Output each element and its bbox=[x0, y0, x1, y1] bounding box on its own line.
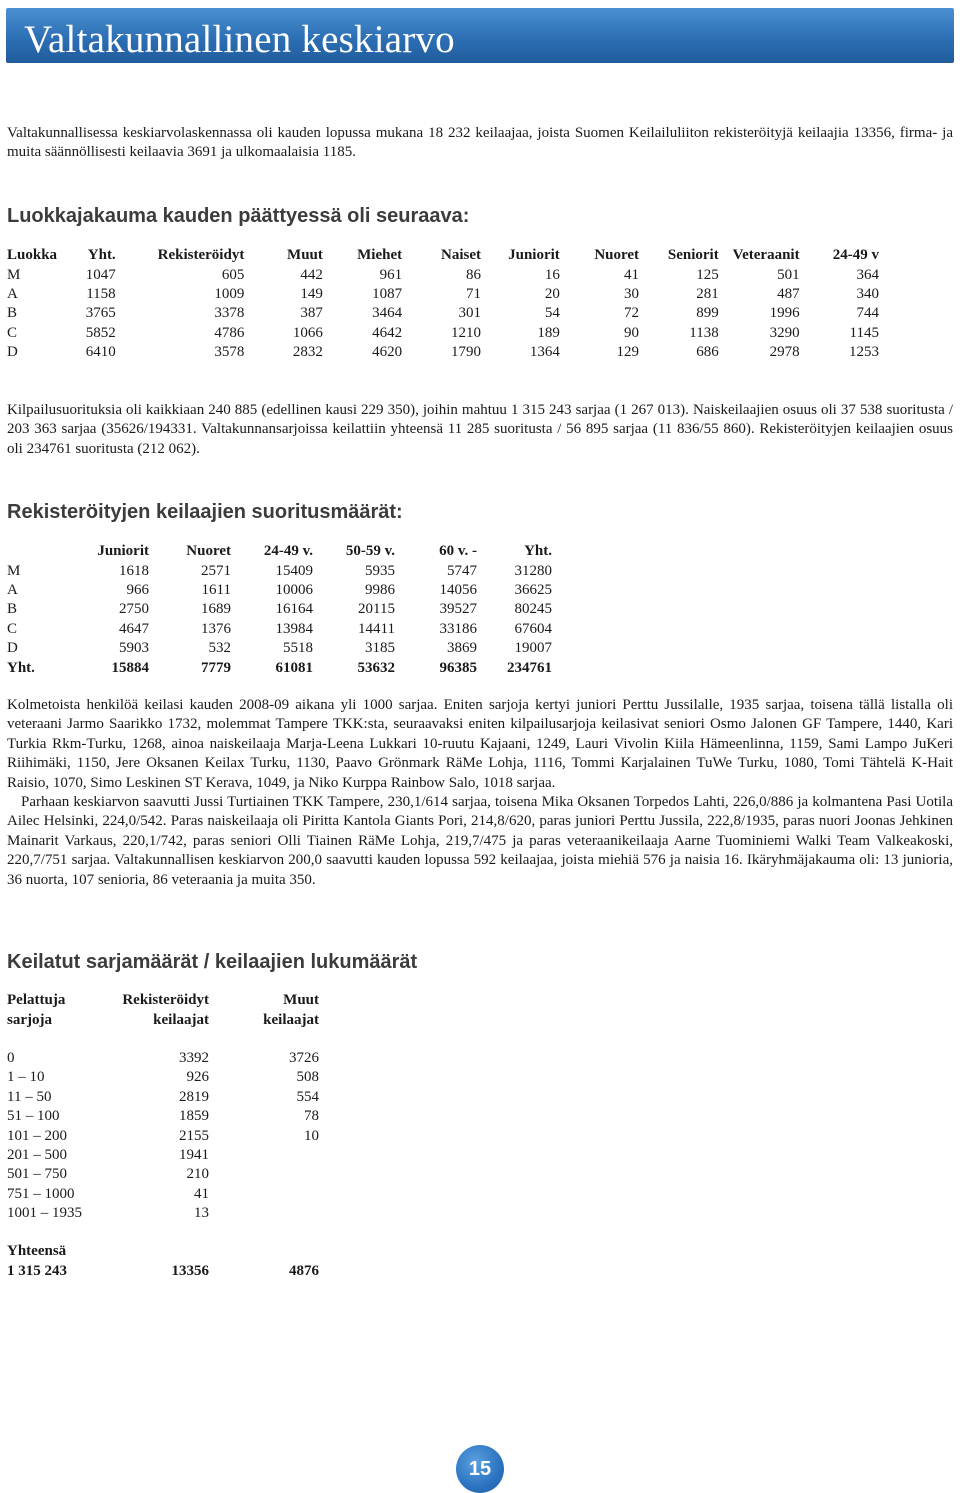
table-cell: 3726 bbox=[289, 1049, 319, 1066]
table-cell: 744 bbox=[856, 305, 879, 322]
table-cell: 9986 bbox=[365, 581, 395, 598]
table-cell: 71 bbox=[466, 285, 481, 302]
table-cell: 961 bbox=[379, 266, 403, 283]
table-cell: 1066 bbox=[292, 324, 323, 341]
table-cell: 1253 bbox=[849, 344, 879, 361]
table-header-row bbox=[7, 991, 319, 1010]
total-row bbox=[7, 658, 552, 677]
table-cell: Yht. bbox=[7, 659, 35, 676]
registered-performances-table bbox=[7, 542, 552, 678]
table-cell: 1 – 10 bbox=[7, 1069, 45, 1086]
table-cell: 20115 bbox=[358, 601, 395, 618]
table-cell: 33186 bbox=[439, 620, 477, 637]
table-cell: 387 bbox=[300, 305, 323, 322]
table-cell: 101 – 200 bbox=[7, 1127, 67, 1144]
table-row bbox=[7, 265, 879, 284]
section2-heading: Rekisteröityjen keilaajien suoritusmäärät: bbox=[7, 501, 403, 523]
section3-heading: Keilatut sarjamäärät / keilaajien lukumäärät bbox=[7, 951, 418, 973]
table-cell bbox=[209, 1204, 319, 1223]
header-cell: 24-49 v. bbox=[263, 543, 313, 560]
table-cell: 364 bbox=[856, 266, 879, 283]
table-cell: 30 bbox=[624, 285, 640, 302]
total-label: Yhteensä bbox=[7, 1243, 67, 1260]
header-cell: Miehet bbox=[357, 247, 403, 264]
table-cell: 86 bbox=[466, 266, 481, 283]
table-cell: 1790 bbox=[451, 344, 481, 361]
best-average-paragraph: Parhaan keskiarvon saavutti Jussi Turtiainen TKK Tampere, 230,1/614 sarjaa, toisena Mika Oksanen Torpedos Lahti, 226,0/886 ja kolmantena Pasi Uotila Ailec Helsinki, 224,0/542. Paras naiskeilaaja oli Piritta Kantola Giants Pori, 214,8/620, paras juniori Perttu Jussila, 222,8/1935, paras nuori Joonas Jehkinen Mainarit Varkaus, 220,1/742, paras seniori Olli Tiainen RäMe Lohja, 219,7/475 ja paras veteraanikeilaaja Aarne Tuominiemi Walki Team Valkeakoski, 220,7/751 sarjaa. Valtakunnallisen keskiarvon 200,0 saavutti kauden lopussa 592 keilaajaa, joista miehiä 576 ja naisia 16. Ikäryhmäjakauma oli: 13 junioria, 36 nuorta, 107 senioria, 86 veteraania ja muita 350. bbox=[7, 794, 953, 888]
table-cell: 149 bbox=[300, 285, 323, 302]
table-row bbox=[7, 1126, 319, 1145]
table-cell: 13356 bbox=[171, 1262, 209, 1279]
table-cell: 1611 bbox=[201, 581, 231, 598]
table-cell: D bbox=[7, 640, 18, 657]
table-cell: 129 bbox=[616, 344, 640, 361]
table-cell: 210 bbox=[186, 1166, 209, 1183]
table-row bbox=[7, 285, 879, 304]
table-cell: 2571 bbox=[201, 562, 231, 579]
table-cell: B bbox=[7, 601, 18, 618]
table-cell: 554 bbox=[296, 1088, 319, 1105]
table-cell: 3578 bbox=[214, 344, 245, 361]
table-cell: 1001 – 1935 bbox=[7, 1205, 82, 1222]
header-cell: Muut bbox=[287, 247, 323, 264]
table-cell: 51 – 100 bbox=[7, 1108, 60, 1125]
total-row bbox=[7, 1262, 319, 1281]
table-cell: C bbox=[7, 620, 18, 637]
table-cell: 72 bbox=[624, 305, 640, 322]
table-cell: 125 bbox=[696, 266, 719, 283]
header-cell: Rekisteröidyt bbox=[122, 992, 209, 1009]
header-cell: 24-49 v bbox=[832, 247, 879, 264]
table-cell: 5747 bbox=[447, 562, 477, 579]
table-row bbox=[7, 1146, 319, 1165]
class-distribution-table bbox=[7, 246, 879, 362]
table-cell: 899 bbox=[696, 305, 719, 322]
table-cell: 340 bbox=[856, 285, 879, 302]
table-row bbox=[7, 620, 552, 639]
table-cell: 281 bbox=[696, 285, 719, 302]
table-cell: 2819 bbox=[179, 1088, 209, 1105]
table-cell: 6410 bbox=[85, 344, 116, 361]
table-cell: 4642 bbox=[372, 324, 403, 341]
table-cell: A bbox=[7, 285, 18, 302]
table-cell: 3185 bbox=[365, 640, 395, 657]
header-cell: Luokka bbox=[7, 247, 58, 264]
table-cell: 1689 bbox=[201, 601, 231, 618]
table-cell: 2832 bbox=[292, 344, 323, 361]
table-header-row bbox=[7, 246, 879, 265]
table-cell: 13 bbox=[194, 1205, 209, 1222]
table-cell: 61081 bbox=[275, 659, 313, 676]
table-cell: 501 bbox=[777, 266, 800, 283]
table-cell: 3392 bbox=[179, 1049, 209, 1066]
table-cell: 234761 bbox=[507, 659, 552, 676]
table-row bbox=[7, 561, 552, 580]
header-cell: sarjoja bbox=[7, 1011, 52, 1028]
header-cell: Seniorit bbox=[667, 247, 719, 264]
table-cell: 0 bbox=[7, 1049, 15, 1066]
table-cell: 1047 bbox=[85, 266, 116, 283]
table-row bbox=[7, 1204, 319, 1223]
table-cell: 1 315 243 bbox=[7, 1262, 67, 1279]
table-cell: M bbox=[7, 266, 21, 283]
table-row bbox=[7, 343, 879, 362]
table-row bbox=[7, 581, 552, 600]
table-cell: 19007 bbox=[514, 640, 552, 657]
header-cell: Yht. bbox=[524, 543, 552, 560]
table-cell: 20 bbox=[544, 285, 560, 302]
table-cell: 1618 bbox=[119, 562, 149, 579]
header-cell: 50-59 v. bbox=[345, 543, 395, 560]
table-row bbox=[7, 304, 879, 323]
table-cell: 78 bbox=[304, 1108, 319, 1125]
table-cell: 301 bbox=[458, 305, 481, 322]
competition-paragraph: Kilpailusuorituksia oli kaikkiaan 240 885 (edellinen kausi 229 350), joihin mahtuu 1 315 243 sarjaa (1 267 013). Naiskeilaajien osuus oli 37 538 suoritusta / 203 363 sarjaa (35626/194331. Valtakunnansarjoissa keilattiin yhteensä 11 285 suoritusta / 56 895 sarjaa (11 836/55 860). Rekisteröityjen keilaajien osuus oli 234761 suoritusta (212 062). bbox=[7, 402, 953, 457]
most-series-paragraph: Kolmetoista henkilöä keilasi kauden 2008-09 aikana yli 1000 sarjaa. Eniten sarjoja kertyi juniori Perttu Jussilalle, 1935 sarjaa, toisena tällä listalla oli veteraani Jarmo Saarikko 1732, molemmat Tampere TKK:sta, seuraavaksi eniten kilpailusarjoja keilasivat seniori Osmo Jalonen GF Tampere, 1440, Kari Turkia Rkm-Turku, 1268, ainoa naiskeilaaja Marja-Leena Lukkari 10-ruutu Kajaani, 1249, Lauri Vivolin Kiila Hämeenlinna, 1159, Sami Lampo JuKeri Riihimäki, 1150, Jere Oksanen Keilax Turku, 1130, Paavo Grönmark RäMe Lohja, 1116, Tommi Karjalainen TuWe Turku, 1080, Tomi Tähtelä K-Hait Raisio, 1070, Simo Leskinen ST Kerava, 1049, ja Niko Kurppa Rainbow Salo, 1018 sarjaa. bbox=[7, 697, 953, 791]
table-cell: 605 bbox=[221, 266, 245, 283]
page-title: Valtakunnallinen keskiarvo bbox=[24, 18, 455, 61]
table-row bbox=[7, 1088, 319, 1107]
table-cell: 532 bbox=[208, 640, 231, 657]
table-cell: 3765 bbox=[85, 305, 116, 322]
table-header-row bbox=[7, 542, 552, 561]
header-cell: Naiset bbox=[441, 247, 481, 264]
table-cell: 5935 bbox=[365, 562, 395, 579]
header-cell: Nuoret bbox=[186, 543, 231, 560]
table-cell: 5852 bbox=[85, 324, 116, 341]
table-cell: 1158 bbox=[86, 285, 116, 302]
header-cell bbox=[7, 542, 67, 561]
table-cell: 16 bbox=[544, 266, 560, 283]
table-cell: 14056 bbox=[439, 581, 477, 598]
header-cell: Yht. bbox=[87, 247, 116, 264]
table-cell: 1364 bbox=[529, 344, 560, 361]
table-cell: 16164 bbox=[275, 601, 313, 618]
table-row bbox=[7, 1185, 319, 1204]
records-text bbox=[7, 696, 953, 890]
table-row bbox=[7, 1165, 319, 1184]
table-cell: 2155 bbox=[179, 1127, 209, 1144]
table-cell: 751 – 1000 bbox=[7, 1185, 75, 1202]
header-cell: 60 v. - bbox=[439, 543, 477, 560]
header-cell: Nuoret bbox=[594, 247, 640, 264]
table-cell: M bbox=[7, 562, 21, 579]
table-cell: 39527 bbox=[439, 601, 477, 618]
series-count-table bbox=[7, 991, 319, 1281]
table-row bbox=[7, 1107, 319, 1126]
table-cell: 189 bbox=[537, 324, 560, 341]
table-cell: 442 bbox=[300, 266, 323, 283]
table-cell: 686 bbox=[696, 344, 719, 361]
table-cell: A bbox=[7, 581, 18, 598]
table-cell: 1087 bbox=[372, 285, 403, 302]
table-cell: 10006 bbox=[275, 581, 313, 598]
header-cell: Pelattuja bbox=[7, 992, 66, 1009]
table-cell: D bbox=[7, 344, 18, 361]
header-cell: Muut bbox=[283, 992, 319, 1009]
table-row bbox=[7, 600, 552, 619]
table-cell: 501 – 750 bbox=[7, 1166, 67, 1183]
header-cell: Veteraanit bbox=[732, 247, 800, 264]
total-label-row bbox=[7, 1242, 319, 1261]
table-cell: 14411 bbox=[358, 620, 395, 637]
table-cell: 3378 bbox=[214, 305, 245, 322]
table-cell: 5518 bbox=[283, 640, 313, 657]
table-cell: 2978 bbox=[769, 344, 800, 361]
table-cell: 36625 bbox=[514, 581, 552, 598]
table-cell: 4786 bbox=[214, 324, 245, 341]
table-row bbox=[7, 1068, 319, 1087]
table-cell bbox=[209, 1146, 319, 1165]
header-cell: Juniorit bbox=[97, 543, 149, 560]
table-cell: 5903 bbox=[119, 640, 149, 657]
table-cell: 1941 bbox=[179, 1146, 209, 1163]
table-cell: 201 – 500 bbox=[7, 1146, 67, 1163]
table-cell: 13984 bbox=[275, 620, 313, 637]
table-cell: 11 – 50 bbox=[7, 1088, 52, 1105]
table-row bbox=[7, 324, 879, 343]
intro-paragraph: Valtakunnallisessa keskiarvolaskennassa oli kauden lopussa mukana 18 232 keilaajaa, joista Suomen Keilailuliiton rekisteröityjä keilaajia 13356, firma- ja muita säännöllisesti keilaavia 3691 ja ulkomaalaisia 1185. bbox=[7, 125, 953, 161]
table-cell: 90 bbox=[624, 324, 640, 341]
table-cell: 1009 bbox=[214, 285, 245, 302]
table-cell: 926 bbox=[186, 1069, 209, 1086]
table-cell: 1145 bbox=[849, 324, 879, 341]
table-cell: 1138 bbox=[689, 324, 719, 341]
table-cell: 4620 bbox=[372, 344, 403, 361]
table-cell: B bbox=[7, 305, 18, 322]
table-cell bbox=[209, 1165, 319, 1184]
table-cell: 1210 bbox=[451, 324, 481, 341]
table-cell: 1859 bbox=[179, 1108, 209, 1125]
table-cell: 1996 bbox=[769, 305, 800, 322]
table-cell: 966 bbox=[126, 581, 149, 598]
table-cell: 487 bbox=[777, 285, 800, 302]
table-cell: 3869 bbox=[447, 640, 477, 657]
table-cell: 508 bbox=[296, 1069, 319, 1086]
table-cell: 31280 bbox=[514, 562, 552, 579]
page-number: 15 bbox=[456, 1445, 504, 1493]
table-cell: 53632 bbox=[357, 659, 395, 676]
table-cell: 15884 bbox=[111, 659, 149, 676]
table-cell: 3290 bbox=[769, 324, 800, 341]
table-cell: 67604 bbox=[514, 620, 552, 637]
table-cell: 15409 bbox=[275, 562, 313, 579]
table-cell: 4876 bbox=[289, 1262, 319, 1279]
table-cell: C bbox=[7, 324, 18, 341]
table-cell: 41 bbox=[194, 1185, 209, 1202]
table-cell: 54 bbox=[544, 305, 560, 322]
table-cell: 4647 bbox=[119, 620, 149, 637]
table-cell: 7779 bbox=[201, 659, 231, 676]
header-cell: keilaajat bbox=[263, 1011, 319, 1028]
table-row bbox=[7, 639, 552, 658]
header-cell: keilaajat bbox=[153, 1011, 209, 1028]
table-cell: 41 bbox=[624, 266, 640, 283]
table-cell: 3464 bbox=[372, 305, 403, 322]
table-cell bbox=[209, 1185, 319, 1204]
table-header-row bbox=[7, 1010, 319, 1029]
table-cell: 80245 bbox=[514, 601, 552, 618]
header-cell: Juniorit bbox=[508, 247, 560, 264]
table-row bbox=[7, 1049, 319, 1068]
section1-heading: Luokkajakauma kauden päättyessä oli seuraava: bbox=[7, 205, 470, 227]
table-cell: 96385 bbox=[439, 659, 477, 676]
table-cell: 1376 bbox=[201, 620, 231, 637]
table-cell: 2750 bbox=[119, 601, 149, 618]
header-cell: Rekisteröidyt bbox=[157, 247, 245, 264]
table-cell: 10 bbox=[304, 1127, 319, 1144]
title-bar bbox=[6, 8, 954, 63]
